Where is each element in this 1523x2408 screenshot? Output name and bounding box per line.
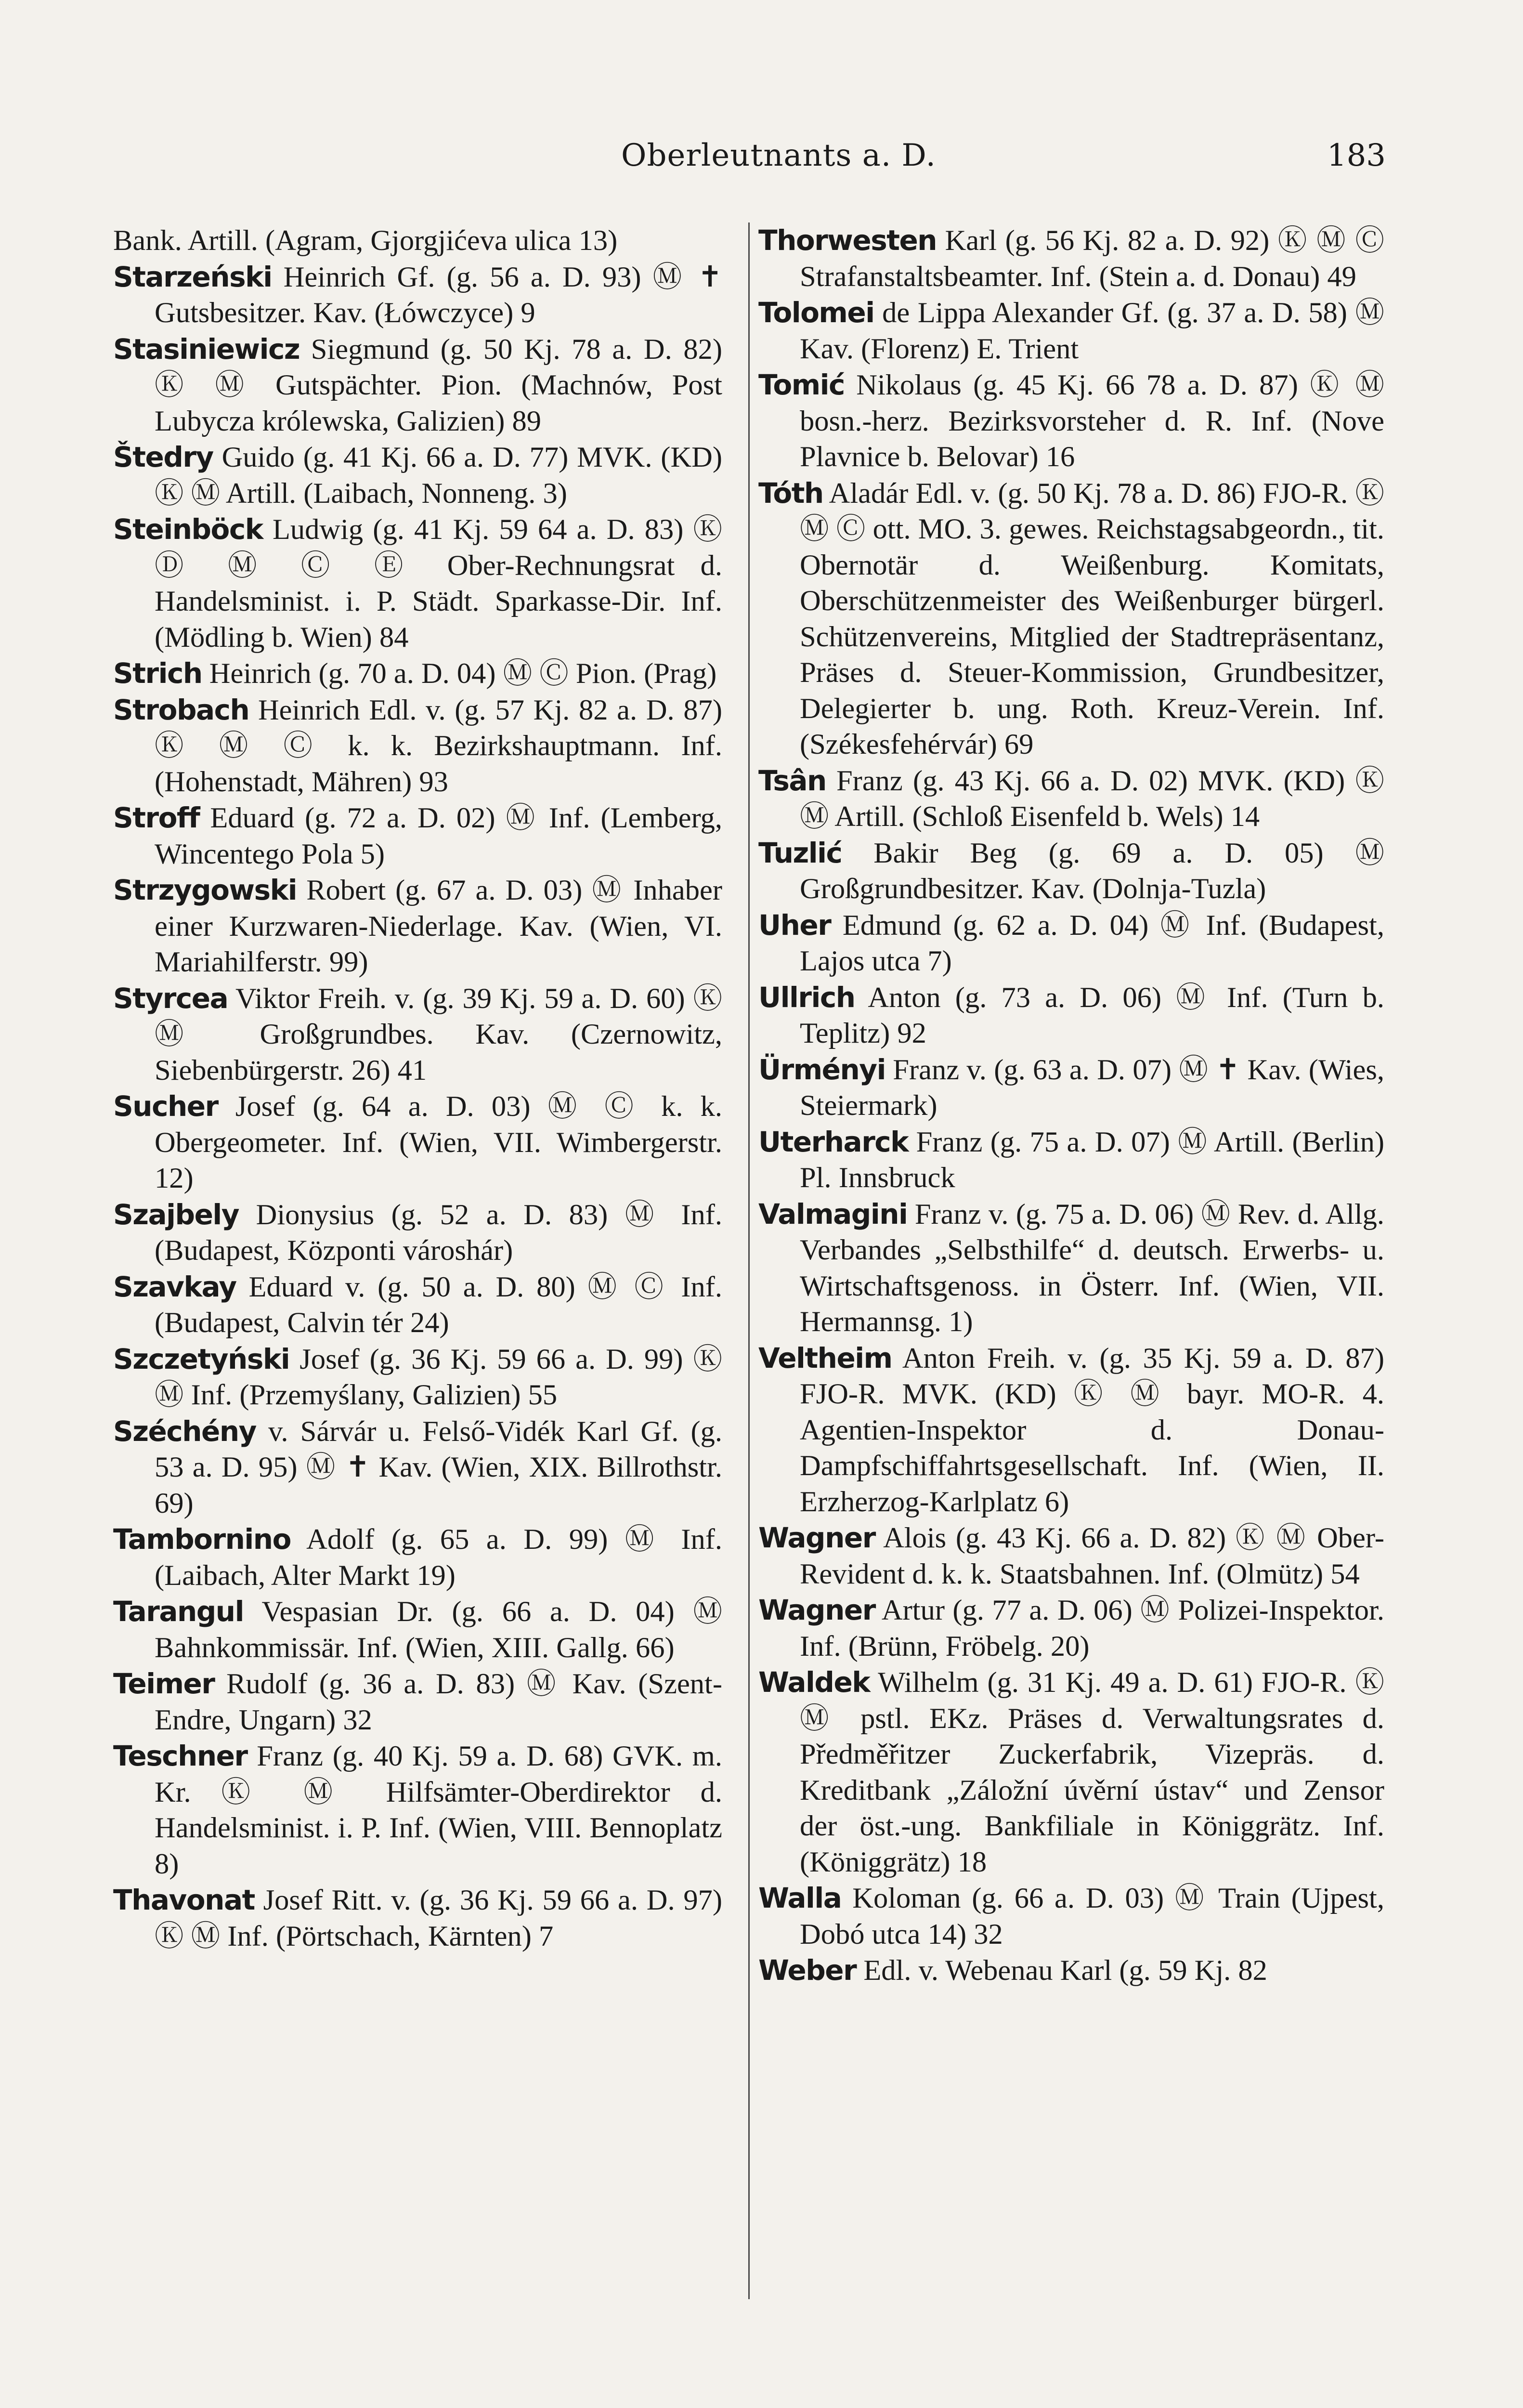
left-column xyxy=(113,222,722,1954)
entry xyxy=(758,295,1384,367)
entry-name: Teschner xyxy=(113,1740,247,1772)
entry-name: Tuzlić xyxy=(758,836,842,869)
entry-text: de Lippa Alexander Gf. (g. 37 a. D. 58) Ⓜ Kav. (Florenz) E. Trient xyxy=(800,297,1384,365)
entry-name: Sucher xyxy=(113,1090,218,1123)
entry-name: Thorwesten xyxy=(758,224,937,257)
entry-text: Franz v. (g. 75 a. D. 06) Ⓜ Rev. d. Allg. Verbandes „Selbsthilfe“ d. deutsch. Erwerbs- u. Wirtschaftsgenoss. in Österr. Inf. (Wien, VII. Hermannsg. 1) xyxy=(800,1198,1384,1338)
entry-text: Heinrich Gf. (g. 56 a. D. 93) Ⓜ ✝ Gutsbesitzer. Kav. (Łówczyce) 9 xyxy=(155,261,722,329)
entry xyxy=(113,1594,722,1666)
entry-name: Wagner xyxy=(758,1594,875,1626)
entry-text: Koloman (g. 66 a. D. 03) Ⓜ Train (Ujpest, Dobó utca 14) 32 xyxy=(800,1882,1384,1950)
entry-name: Strzygowski xyxy=(113,874,297,906)
entry-name: Uterharck xyxy=(758,1125,909,1158)
running-head: Oberleutnants a. D. xyxy=(621,138,936,173)
entry-text: Nikolaus (g. 45 Kj. 66 78 a. D. 87) Ⓚ Ⓜ bosn.-herz. Bezirksvorsteher d. R. Inf. (Nove Plavnice b. Belovar) 16 xyxy=(800,369,1384,473)
entry xyxy=(758,1664,1384,1880)
entry xyxy=(113,259,722,331)
column-divider xyxy=(748,222,750,2299)
entry-text: Aladár Edl. v. (g. 50 Kj. 78 a. D. 86) FJO-R. Ⓚ Ⓜ Ⓒ ott. MO. 3. gewes. Reichstagsabgeordn., tit. Obernotär d. Weißenburg. Komitats, Oberschützenmeister des Weißenburger bürgerl. Schützenvereins, Mitglied der Stadtrepräsentanz, Präses d. Steuer-Kommission, Grundbesitzer, Delegierter b. ung. Roth. Kreuz-Verein. Inf. (Székesfehérvár) 69 xyxy=(800,477,1384,760)
entry-name: Štedry xyxy=(113,441,213,473)
entry-text: Guido (g. 41 Kj. 66 a. D. 77) MVK. (KD) Ⓚ Ⓜ Artill. (Laibach, Nonneng. 3) xyxy=(155,441,722,510)
entry-name: Tambornino xyxy=(113,1523,291,1556)
entry-text: Karl (g. 56 Kj. 82 a. D. 92) Ⓚ Ⓜ Ⓒ Strafanstaltsbeamter. Inf. (Stein a. d. Donau) 49 xyxy=(800,224,1384,293)
entry xyxy=(758,763,1384,835)
entry-text: Josef (g. 64 a. D. 03) Ⓜ Ⓒ k. k. Obergeometer. Inf. (Wien, VII. Wimbergerstr. 12) xyxy=(155,1090,722,1194)
entry-text: Franz v. (g. 63 a. D. 07) Ⓜ ✝ Kav. (Wies, Steiermark) xyxy=(800,1053,1384,1122)
entry-name: Uher xyxy=(758,908,831,942)
entry xyxy=(758,1592,1384,1664)
entry-name: Stasiniewicz xyxy=(113,332,300,366)
entry xyxy=(758,980,1384,1052)
entry xyxy=(113,800,722,872)
entry xyxy=(113,1666,722,1738)
entry-text: Artur (g. 77 a. D. 06) Ⓜ Polizei-Inspektor. Inf. (Brünn, Fröbelg. 20) xyxy=(800,1594,1384,1662)
entry xyxy=(113,1088,722,1197)
entry xyxy=(113,1413,722,1522)
entry-name: Strich xyxy=(113,657,202,690)
entry-text: Ludwig (g. 41 Kj. 59 64 a. D. 83) Ⓚ Ⓓ Ⓜ Ⓒ Ⓔ Ober-Rechnungsrat d. Handelsminist. i. P. Städt. Sparkasse-Dir. Inf. (Mödling b. Wien) 84 xyxy=(155,513,722,654)
entry-name: Strobach xyxy=(113,693,249,726)
entry-text: Franz (g. 40 Kj. 59 a. D. 68) GVK. m. Kr. Ⓚ Ⓜ Hilfsämter-Oberdirektor d. Handelsminist. i. P. Inf. (Wien, VIII. Bennoplatz 8) xyxy=(155,1740,722,1880)
entry xyxy=(113,1269,722,1341)
entry-text: Viktor Freih. v. (g. 39 Kj. 59 a. D. 60) Ⓚ Ⓜ Großgrundbes. Kav. (Czernowitz, Siebenbürgerstr. 26) 41 xyxy=(155,982,722,1086)
entry-text: Robert (g. 67 a. D. 03) Ⓜ Inhaber einer Kurzwaren-Niederlage. Kav. (Wien, VI. Mariahilferstr. 99) xyxy=(155,874,722,978)
entry-name: Waldek xyxy=(758,1666,870,1699)
entry-name: Tarangul xyxy=(113,1595,244,1628)
entry-text: v. Sárvár u. Felső-Vidék Karl Gf. (g. 53 a. D. 95) Ⓜ ✝ Kav. (Wien, XIX. Billrothstr. 69) xyxy=(155,1415,722,1519)
entry xyxy=(758,1520,1384,1592)
entry-name: Weber xyxy=(758,1954,857,1987)
entry-text: Franz (g. 75 a. D. 07) Ⓜ Artill. (Berlin) Pl. Innsbruck xyxy=(800,1125,1384,1194)
entry-name: Steinböck xyxy=(113,513,263,546)
entry xyxy=(758,1052,1384,1124)
entry-name: Szczetyński xyxy=(113,1342,290,1375)
entry-name: Széchény xyxy=(113,1414,256,1448)
entry xyxy=(113,1341,722,1413)
entry xyxy=(758,1952,1384,1989)
entry-name: Thavonat xyxy=(113,1884,255,1916)
entry-text: Eduard v. (g. 50 a. D. 80) Ⓜ Ⓒ Inf. (Budapest, Calvin tér 24) xyxy=(155,1270,722,1339)
entry-text: Bakir Beg (g. 69 a. D. 05) Ⓜ Großgrundbesitzer. Kav. (Dolnja-Tuzla) xyxy=(800,837,1384,905)
entry-text: Eduard (g. 72 a. D. 02) Ⓜ Inf. (Lemberg, Wincentego Pola 5) xyxy=(155,802,722,870)
entry xyxy=(113,511,722,655)
entry-text: Josef Ritt. v. (g. 36 Kj. 59 66 a. D. 97) Ⓚ Ⓜ Inf. (Pörtschach, Kärnten) 7 xyxy=(155,1884,722,1952)
entry-name: Styrcea xyxy=(113,982,228,1015)
entry-name: Ürményi xyxy=(758,1053,885,1086)
entry-name: Walla xyxy=(758,1882,842,1914)
entry xyxy=(113,439,722,511)
entry xyxy=(113,655,722,692)
entry-name: Stroff xyxy=(113,801,200,834)
page-number: 183 xyxy=(1327,138,1386,173)
entry xyxy=(113,1521,722,1594)
entry-name: Ullrich xyxy=(758,981,855,1014)
entry xyxy=(758,367,1384,475)
entry-text: Anton Freih. v. (g. 35 Kj. 59 a. D. 87) FJO-R. MVK. (KD) Ⓚ Ⓜ bayr. MO-R. 4. Agentien-Inspektor d. Donau-Dampfschiffahrtsgesellschaft. Inf. (Wien, II. Erzherzog-Karlplatz 6) xyxy=(800,1342,1384,1518)
entry-text: Vespasian Dr. (g. 66 a. D. 04) Ⓜ Bahnkommissär. Inf. (Wien, XIII. Gallg. 66) xyxy=(155,1596,722,1664)
entry-text: Heinrich Edl. v. (g. 57 Kj. 82 a. D. 87) Ⓚ Ⓜ Ⓒ k. k. Bezirkshauptmann. Inf. (Hohenstadt, Mähren) 93 xyxy=(155,694,722,798)
entry-text: Josef (g. 36 Kj. 59 66 a. D. 99) Ⓚ Ⓜ Inf. (Przemyślany, Galizien) 55 xyxy=(155,1343,722,1411)
entry-text: Siegmund (g. 50 Kj. 78 a. D. 82) Ⓚ Ⓜ Gutspächter. Pion. (Machnów, Post Lubycza królewska, Galizien) 89 xyxy=(155,333,722,437)
entry-name: Wagner xyxy=(758,1521,875,1554)
entry-name: Valmagini xyxy=(758,1197,908,1230)
entry xyxy=(113,692,722,800)
entry-name: Tolomei xyxy=(758,296,874,329)
entry xyxy=(758,907,1384,980)
entry-text: Alois (g. 43 Kj. 66 a. D. 82) Ⓚ Ⓜ Ober-Revident d. k. k. Staatsbahnen. Inf. (Olmütz) 54 xyxy=(800,1522,1384,1590)
entry-name: Veltheim xyxy=(758,1341,892,1374)
entry xyxy=(758,835,1384,907)
right-column xyxy=(758,222,1384,1989)
entry xyxy=(758,222,1384,295)
entry-text: Rudolf (g. 36 a. D. 83) Ⓜ Kav. (Szent-Endre, Ungarn) 32 xyxy=(155,1668,722,1736)
entry xyxy=(758,475,1384,763)
entry-text: Anton (g. 73 a. D. 06) Ⓜ Inf. (Turn b. Teplitz) 92 xyxy=(800,981,1384,1049)
entry xyxy=(758,1880,1384,1952)
entry xyxy=(113,331,722,440)
entry xyxy=(758,1340,1384,1520)
entry xyxy=(758,1196,1384,1340)
entry xyxy=(113,1738,722,1882)
entry-text: Franz (g. 43 Kj. 66 a. D. 02) MVK. (KD) Ⓚ Ⓜ Artill. (Schloß Eisenfeld b. Wels) 14 xyxy=(800,764,1384,833)
entry xyxy=(113,872,722,981)
entry-text: Heinrich (g. 70 a. D. 04) Ⓜ Ⓒ Pion. (Prag) xyxy=(202,657,717,690)
entry-text: Edl. v. Webenau Karl (g. 59 Kj. 82 xyxy=(856,1954,1267,1987)
entry-text: Adolf (g. 65 a. D. 99) Ⓜ Inf. (Laibach, Alter Markt 19) xyxy=(155,1523,722,1592)
entry xyxy=(758,1124,1384,1196)
entry xyxy=(113,1197,722,1269)
entry-name: Szavkay xyxy=(113,1270,236,1303)
entry-name: Tóth xyxy=(758,476,823,510)
entry-text: Edmund (g. 62 a. D. 04) Ⓜ Inf. (Budapest, Lajos utca 7) xyxy=(800,909,1384,977)
entry-text: Dionysius (g. 52 a. D. 83) Ⓜ Inf. (Budapest, Központi városhár) xyxy=(155,1198,722,1267)
entry-name: Tomić xyxy=(758,368,845,401)
entry xyxy=(113,222,722,259)
entry-name: Tsân xyxy=(758,764,826,797)
entry-text: Bank. Artill. (Agram, Gjorgjićeva ulica 13) xyxy=(113,224,618,257)
entry-text: Wilhelm (g. 31 Kj. 49 a. D. 61) FJO-R. Ⓚ Ⓜ pstl. EKz. Präses d. Verwaltungsrates d. Předměřitzer Zuckerfabrik, Vizepräs. d. Kreditbank „Záložní úvěrní ústav“ und Zensor der öst.-ung. Bankfiliale in Königgrätz. Inf. (Königgrätz) 18 xyxy=(800,1666,1384,1878)
entry xyxy=(113,1882,722,1954)
entry-name: Szajbely xyxy=(113,1198,239,1231)
entry xyxy=(113,981,722,1089)
entry-name: Teimer xyxy=(113,1667,215,1700)
entry-name: Starzeński xyxy=(113,260,272,293)
